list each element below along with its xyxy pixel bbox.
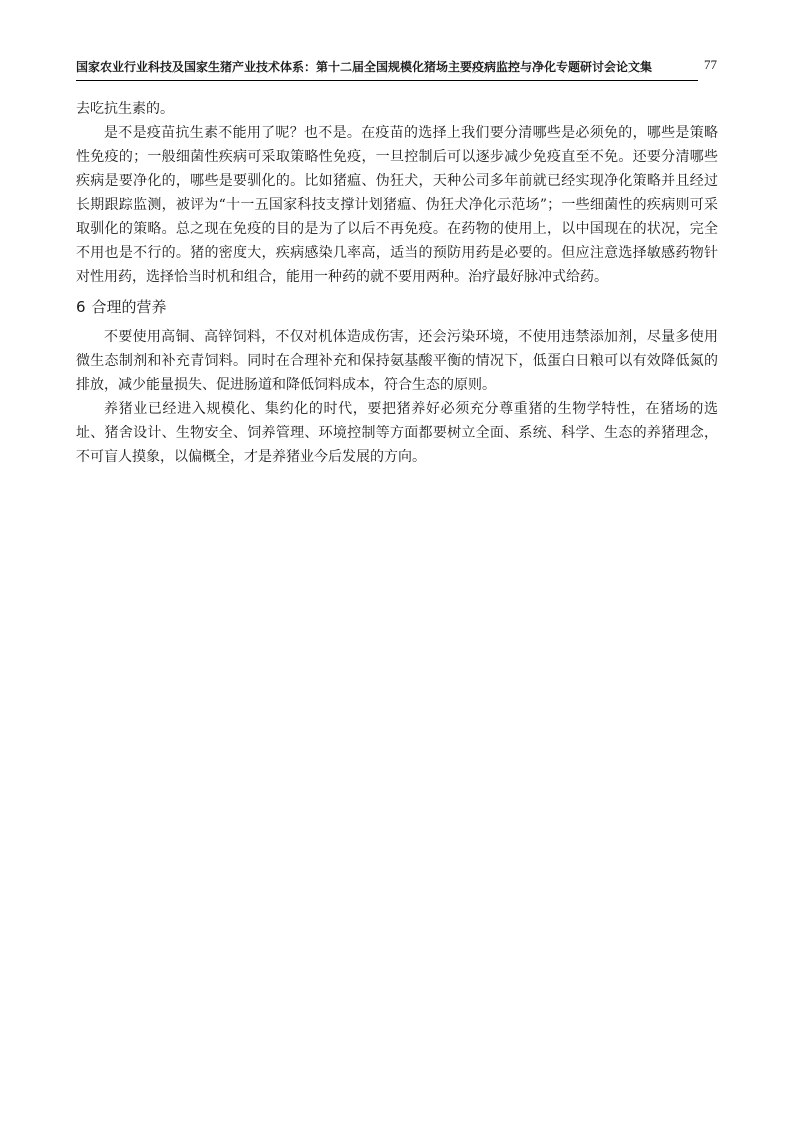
- section-title: 合理的营养: [91, 298, 167, 316]
- section-heading: [76, 296, 718, 318]
- page-number: 77: [704, 57, 717, 72]
- paragraph-nutrition: 不要使用高铜、高锌饲料，不仅对机体造成伤害，还会污染环境，不使用违禁添加剂，尽量多使用微生态制剂和补充青饲料。同时在合理补充和保持氨基酸平衡的情况下，低蛋白日粮可以有效降低氮的排放，减少能量损失、促进肠道和降低饲料成本，符合生态的原则。: [76, 329, 718, 393]
- article-body: [76, 97, 718, 469]
- section-number: 6: [76, 298, 86, 316]
- paragraph-continuation: 去吃抗生素的。: [76, 101, 174, 117]
- header-title: 国家农业行业科技及国家生猪产业技术体系：第十二届全国规模化猪场主要疫病监控与净化专题研讨会论文集: [76, 60, 653, 74]
- running-header: [76, 56, 698, 81]
- paragraph-conclusion: 养猪业已经进入规模化、集约化的时代，要把猪养好必须充分尊重猪的生物学特性，在猪场的选址、猪舍设计、生物安全、饲养管理、环境控制等方面都要树立全面、系统、科学、生态的养猪理念，不可盲人摸象，以偏概全，才是养猪业今后发展的方向。: [76, 401, 718, 465]
- paragraph-vaccine-antibiotics: 是不是疫苗抗生素不能用了呢？也不是。在疫苗的选择上我们要分清哪些是必须免的，哪些是策略性免疫的；一般细菌性疾病可采取策略性免疫，一旦控制后可以逐步减少免疫直至不免。还要分清哪些疾病是要净化的，哪些是要驯化的。比如猪瘟、伪狂犬，天种公司多年前就已经实现净化策略并且经过长期跟踪监测，被评为“十一五国家科技支撑计划猪瘟、伪狂犬净化示范场”；一些细菌性的疾病则可采取驯化的策略。总之现在免疫的目的是为了以后不再免疫。在药物的使用上，以中国现在的状况，完全不用也是不行的。猪的密度大，疾病感染几率高，适当的预防用药是必要的。但应注意选择敏感药物针对性用药，选择恰当时机和组合，能用一种药的就不要用两种。治疗最好脉冲式给药。: [76, 125, 718, 285]
